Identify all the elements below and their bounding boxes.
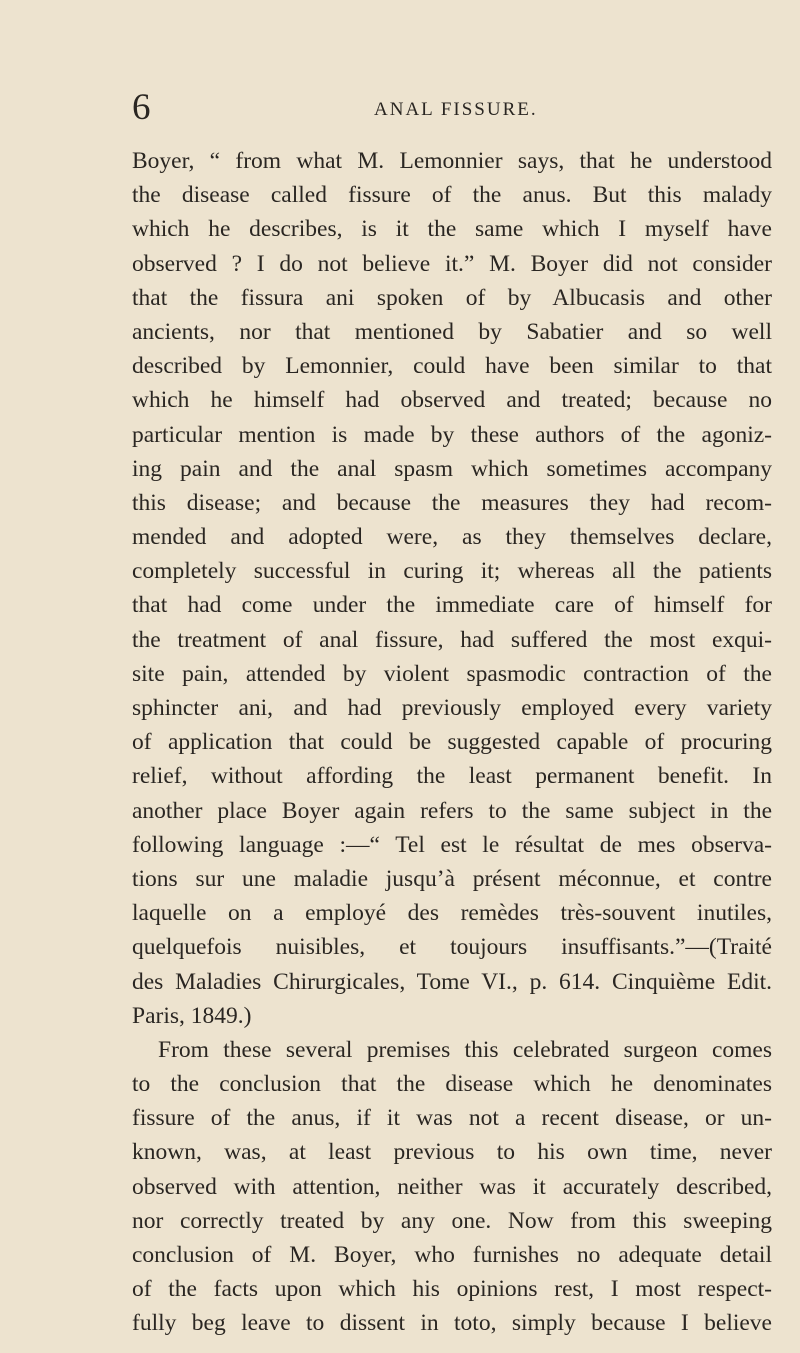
text-line: particular mention is made by these authors of the agoniz- bbox=[132, 421, 772, 448]
text-line: fully beg leave to dissent in toto, simply because I believe bbox=[132, 1310, 772, 1337]
text-line: mended and adopted were, as they themselves declare, bbox=[132, 524, 772, 551]
text-line: which he describes, is it the same which I myself have bbox=[132, 216, 772, 243]
text-line: sphincter ani, and had previously employed every variety bbox=[132, 695, 772, 721]
text-line: completely successful in curing it; whereas all the patients bbox=[132, 558, 772, 585]
text-line: observed ? I do not believe it.” M. Boyer did not consider bbox=[132, 250, 772, 277]
text-line: following language :—“ Tel est le résultat de mes observa- bbox=[132, 831, 772, 858]
text-line: Boyer, “ from what M. Lemonnier says, that he understood bbox=[132, 148, 772, 174]
text-line: quelquefois nuisibles, et toujours insuffisants.”—(Traité bbox=[132, 934, 772, 961]
text-line: des Maladies Chirurgicales, Tome VI., p. 614. Cinquième Edit. bbox=[132, 968, 772, 995]
page-header bbox=[132, 86, 772, 130]
text-line: conclusion of M. Boyer, who furnishes no adequate detail bbox=[132, 1242, 772, 1268]
text-line: tions sur une maladie jusqu’à présent méconnue, et contre bbox=[132, 865, 772, 892]
text-line: nor correctly treated by any one. Now from this sweeping bbox=[132, 1207, 772, 1234]
text-line: ing pain and the anal spasm which sometimes accompany bbox=[132, 455, 772, 482]
text-line: laquelle on a employé des remèdes très-souvent inutiles, bbox=[132, 900, 772, 927]
text-line: another place Boyer again refers to the same subject in the bbox=[132, 797, 772, 824]
running-head: ANAL FISSURE. bbox=[374, 99, 538, 120]
text-line: Paris, 1849.) bbox=[132, 1002, 252, 1029]
text-line: described by Lemonnier, could have been similar to that bbox=[132, 353, 772, 380]
text-line: observed with attention, neither was it accurately described, bbox=[132, 1173, 772, 1200]
text-line: to the conclusion that the disease which he denominates bbox=[132, 1071, 772, 1098]
page-number: 6 bbox=[132, 87, 151, 128]
text-line: site pain, attended by violent spasmodic contraction of the bbox=[132, 660, 772, 687]
text-line: of the facts upon which his opinions rest, I most respect- bbox=[132, 1276, 772, 1303]
text-line: ancients, nor that mentioned by Sabatier and so well bbox=[132, 318, 772, 345]
text-line: fissure of the anus, if it was not a recent disease, or un- bbox=[132, 1105, 772, 1132]
text-line: of application that could be suggested capable of procuring bbox=[132, 729, 772, 756]
body-text bbox=[132, 144, 772, 1341]
text-line: this disease; and because the measures they had recom- bbox=[132, 489, 772, 516]
text-line: known, was, at least previous to his own time, never bbox=[132, 1139, 772, 1166]
text-line: From these several premises this celebrated surgeon comes bbox=[158, 1036, 772, 1063]
text-line: that the fissura ani spoken of by Albucasis and other bbox=[132, 284, 772, 311]
text-line: relief, without affording the least permanent benefit. In bbox=[132, 763, 772, 790]
text-line: the treatment of anal fissure, had suffered the most exqui- bbox=[132, 626, 772, 653]
text-line: the disease called fissure of the anus. But this malady bbox=[132, 182, 772, 209]
text-line: which he himself had observed and treated; because no bbox=[132, 387, 772, 414]
text-line: that had come under the immediate care of himself for bbox=[132, 592, 772, 619]
